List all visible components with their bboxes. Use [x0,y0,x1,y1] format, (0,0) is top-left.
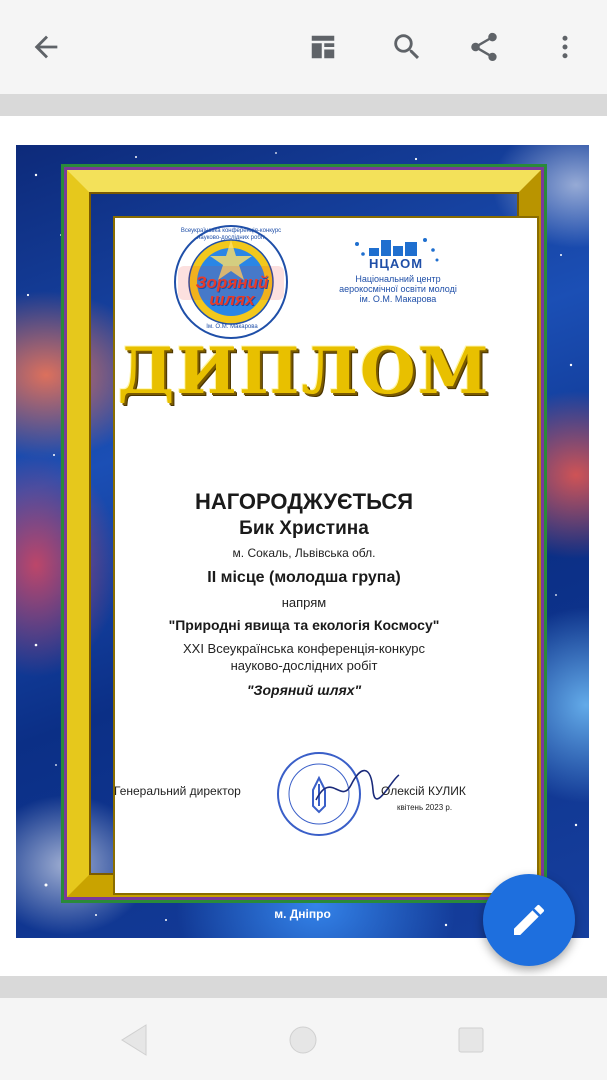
share-icon [467,30,501,64]
nav-home-circle-icon [288,1025,318,1055]
recipient-city: м. Сокаль, Львівська обл. [232,546,376,560]
top-app-bar [0,0,607,94]
share-button[interactable] [460,23,508,71]
nav-recents-button[interactable] [449,1018,493,1062]
nav-back-button[interactable] [112,1018,156,1062]
reader-mode-button[interactable] [299,23,347,71]
more-options-button[interactable] [541,23,589,71]
direction-topic: "Природні явища та екологія Космосу" [168,617,440,633]
logo-left-bottom-text: Ім. О.М. Макарова [206,324,258,330]
logo-left-ring-text: Всеукраїнська конференція-конкурс науково-дослідних робіт [180,228,282,241]
more-vert-icon [550,32,580,62]
ncaom-line-1: Національний центр [355,274,441,284]
reader-mode-icon [308,32,338,62]
edit-fab-button[interactable] [483,874,575,966]
nav-home-button[interactable] [281,1018,325,1062]
arrow-left-icon [29,30,63,64]
system-navigation-bar [0,998,607,1080]
city-footer: м. Дніпро [274,907,331,921]
diploma-page [16,145,589,938]
ncaom-title: НЦАОМ [369,256,424,271]
nav-recents-square-icon [457,1026,485,1054]
bottom-divider [0,976,607,998]
nav-back-triangle-icon [118,1022,150,1058]
ncaom-subtitle [323,274,473,304]
recipient-name: Бик Христина [239,518,369,539]
top-divider [0,94,607,116]
direction-label: напрям [281,595,327,610]
search-button[interactable] [383,23,431,71]
conference-name: "Зоряний шлях" [246,682,362,698]
signer-name: Олексій КУЛИК [381,784,466,798]
back-button[interactable] [22,23,70,71]
signer-title: Генеральний директор [114,784,241,798]
diploma-title: ДИПЛОМ [117,334,491,409]
certificate-content [91,194,517,873]
awarded-heading: НАГОРОДЖУЄТЬСЯ [194,489,414,514]
logo-left-text: Зоряний шлях [195,273,269,309]
ncaom-line-3: ім. О.М. Макарова [359,294,437,304]
award-place: ІІ місце (молодша група) [207,569,401,586]
edit-pencil-icon [509,900,549,940]
search-icon [390,30,424,64]
conference-line-1: XXI Всеукраїнська конференція-конкурс [182,641,426,656]
signing-date: квітень 2023 р. [397,803,453,812]
ncaom-line-2: аерокосмічної освіти молоді [339,284,457,294]
conference-line-2: науково-дослідних робіт [230,658,378,673]
document-viewport[interactable] [0,116,607,976]
